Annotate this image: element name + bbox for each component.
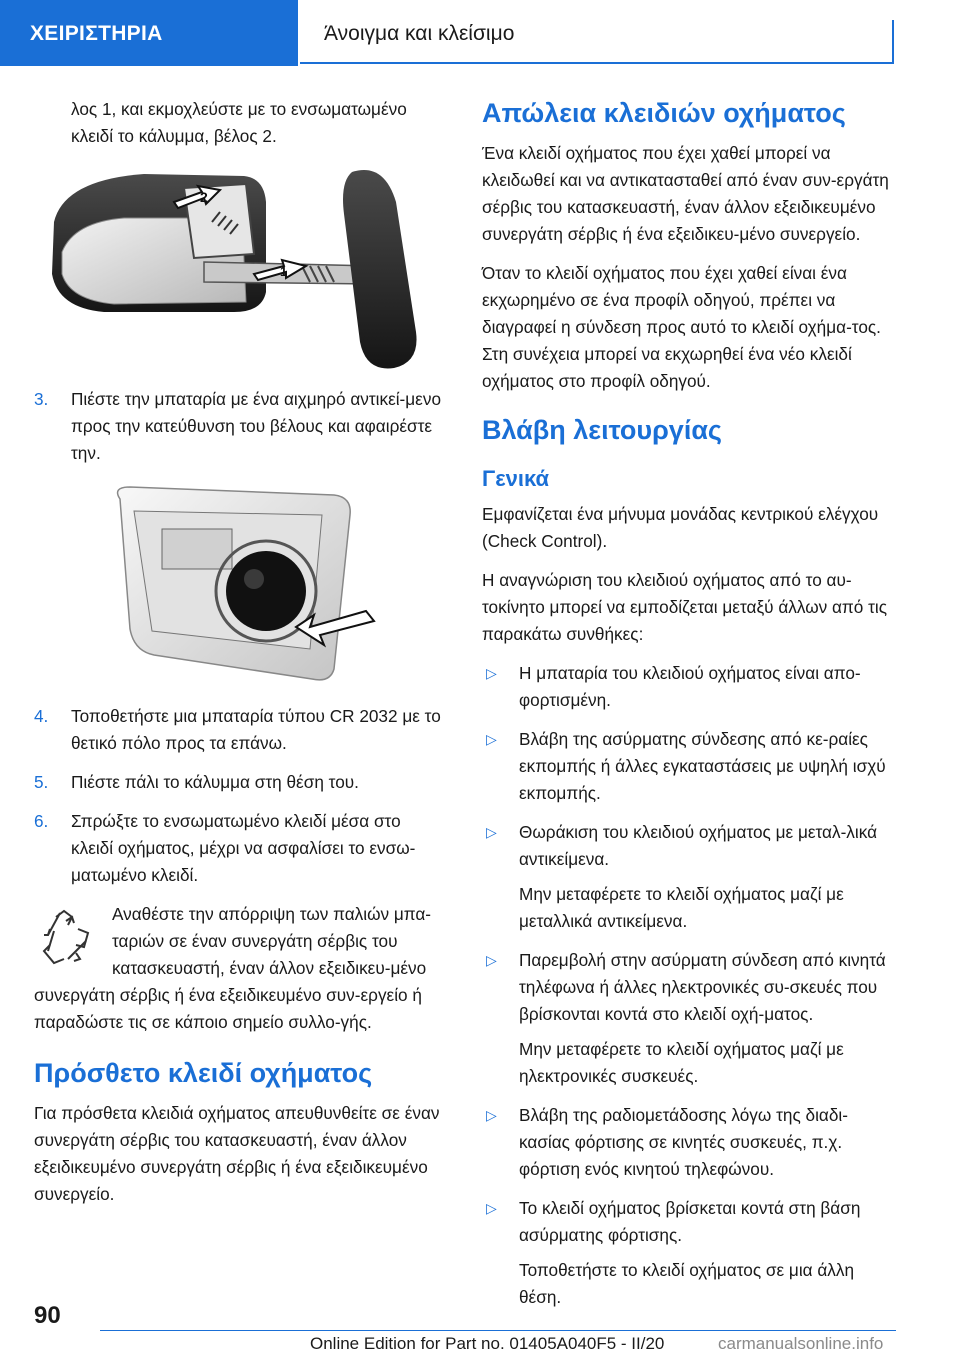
page-number: 90 [34,1302,61,1329]
battery-illustration [34,479,446,689]
step-number: 5. [34,772,49,792]
key-opening-figure [34,162,446,372]
step-6 [34,808,446,889]
step-number: 4. [34,706,49,726]
lost-keys-paragraph-2: Όταν το κλειδί οχήματος που έχει χαθεί είναι ένα εκχωρημένο σε ένα προφίλ οδηγού, πρέπει να διαγραφεί η σύνδεση προς αυτό το κλειδί οχήμα-τος. Στη συνέχεια μπορεί να εκχωρηθεί ένα νέο κλειδί οχήματος στο προφίλ οδηγού. [482,263,881,391]
extra-key-text: Για πρόσθετα κλειδιά οχήματος απευθυνθείτε σε έναν συνεργάτη σέρβις του κατασκευαστή, έναν άλλον εξειδικευμένο συνεργάτη σέρβις ή ένα εξειδικευμένο συνεργείο. [34,1103,440,1204]
condition-text: Θωράκιση του κλειδιού οχήματος με μεταλ-λικά αντικείμενα. [519,822,878,869]
condition-advice: Τοποθετήστε το κλειδί οχήματος σε μια άλλη θέση. [519,1260,855,1307]
lost-keys-paragraph-1: Ένα κλειδί οχήματος που έχει χαθεί μπορεί να κλειδωθεί και να αντικατασταθεί από έναν συν-εργάτη σέρβις του κατασκευαστή, έναν άλλον εξειδικευμένο συνεργάτη σέρβις ή ένα εξειδικευ-μένο συνεργείο. [482,143,889,244]
step-text: Πιέστε πάλι το κάλυμμα στη θέση του. [71,772,359,792]
general-paragraph-1: Εμφανίζεται ένα μήνυμα μονάδας κεντρικού ελέγχου (Check Control). [482,504,879,551]
general-heading: Γενικά [482,466,550,491]
recycling-text: Αναθέστε την απόρριψη των παλιών μπα-ταριών σε έναν συνεργάτη σέρβις του κατασκευαστή, έναν άλλον εξειδικευ-μένο συνεργάτη σέρβις ή ένα εξειδικευμένο συν-εργείο ή παραδώστε τις σε κάποιο σημείο συλλο-γής. [34,904,432,1032]
condition-text: Βλάβη της ασύρματης σύνδεσης από κε-ραίες εκπομπής ή άλλες εγκαταστάσεις με υψηλή ισχύ εκπομπής. [519,729,886,803]
condition-item [482,726,894,807]
callout-2: 2 [200,189,208,205]
bullet-arrow-icon: ▷ [486,1200,497,1216]
step-3 [34,386,446,467]
left-column [34,96,446,1220]
callout-1: 1 [280,264,288,279]
condition-item [482,947,894,1028]
right-column [482,96,894,1323]
header-rule [300,62,894,64]
lost-keys-heading: Απώλεια κλειδιών οχήματος [482,98,846,128]
bullet-arrow-icon: ▷ [486,952,497,968]
intro-text: λος 1, και εκμοχλεύστε με το ενσωματωμένο κλειδί το κάλυμμα, βέλος 2. [71,99,407,146]
general-paragraph-2: Η αναγνώριση του κλειδιού οχήματος από το αυ-τοκίνητο μπορεί να εμποδίζεται μεταξύ άλλων από τις παρακάτω συνθήκες: [482,570,887,644]
page-header [0,0,960,66]
battery-figure [34,479,446,689]
step-number: 3. [34,389,49,409]
condition-item [482,819,894,873]
bullet-arrow-icon: ▷ [486,731,497,747]
condition-item [482,660,894,714]
condition-item [482,1102,894,1183]
edition-line: Online Edition for Part no. 01405A040F5 - II/20 [310,1334,665,1353]
footer-rule [100,1330,896,1331]
malfunction-heading: Βλάβη λειτουργίας [482,415,722,445]
extra-key-heading: Πρόσθετο κλειδί οχήματος [34,1058,373,1088]
chapter-title: Άνοιγμα και κλείσιμο [324,22,515,45]
step-4 [34,703,446,757]
recycling-note [34,901,446,1036]
section-title: ΧΕΙΡΙΣΤΗΡΙΑ [0,0,298,66]
watermark: carmanualsonline.info [718,1334,884,1353]
condition-text: Βλάβη της ραδιομετάδοσης λόγω της διαδι-κασίας φόρτισης σε κινητές συσκευές, π.χ. φόρτιση ενός κινητού τηλεφώνου. [519,1105,848,1179]
conditions-list [482,660,894,1311]
condition-advice: Μην μεταφέρετε το κλειδί οχήματος μαζί με ηλεκτρονικές συσκευές. [519,1039,844,1086]
bullet-arrow-icon: ▷ [486,824,497,840]
key-cover-illustration [34,162,446,372]
step-number: 6. [34,811,49,831]
bullet-arrow-icon: ▷ [486,665,497,681]
bullet-arrow-icon: ▷ [486,1107,497,1123]
condition-item [482,1195,894,1249]
header-tick [892,20,894,64]
condition-text: Παρεμβολή στην ασύρματη σύνδεση από κινητά τηλέφωνα ή άλλες ηλεκτρονικές συ-σκευές που βρίσκονται κοντά στο κλειδί οχή-ματος. [519,950,886,1024]
condition-text: Η μπαταρία του κλειδιού οχήματος είναι απο-φορτισμένη. [519,663,861,710]
step-text: Σπρώξτε το ενσωματωμένο κλειδί μέσα στο κλειδί οχήματος, μέχρι να ασφαλίσει το ενσω-ματωμένο κλειδί. [71,811,416,885]
step-text: Πιέστε την μπαταρία με ένα αιχμηρό αντικεί-μενο προς την κατεύθυνση του βέλους και αφαιρέστε την. [71,389,442,463]
recycle-icon [34,907,94,967]
condition-text: Το κλειδί οχήματος βρίσκεται κοντά στη βάση ασύρματης φόρτισης. [519,1198,861,1245]
step-text: Τοποθετήστε μια μπαταρία τύπου CR 2032 με το θετικό πόλο προς τα επάνω. [71,706,441,753]
condition-advice: Μην μεταφέρετε το κλειδί οχήματος μαζί με μεταλλικά αντικείμενα. [519,884,844,931]
step-5 [34,769,446,796]
